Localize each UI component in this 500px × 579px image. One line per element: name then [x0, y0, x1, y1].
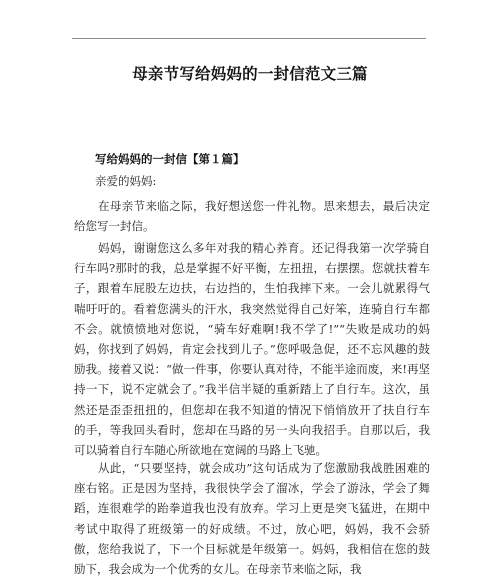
document-title: 母亲节写给妈妈的一封信范文三篇 [132, 64, 368, 83]
header-divider [72, 38, 426, 39]
paragraph-bicycle-story: 妈妈，谢谢您这么多年对我的精心养育。还记得我第一次学骑自行车吗?那时的我，总是掌握不好平衡，左扭扭，右摆摆。您就扶着车子，跟着车屁股左边扶，右边挡的，生怕我摔下来。一会儿就累得气喘吁吁的。看着您满头的汗水，我突然觉得自己好笨，连骑自行车都不会。就愤愤地对您说，“骑车好难啊!我不学了!”“失败是成功的妈妈，你找到了妈妈，肯定会找到儿子。”您呼吸急促，还不忘风趣的鼓励我。接着又说：“做一件事，你要认真对待，不能半途而废，来!再坚持一下，说不定就会了。”我半信半疑的重新踏上了自行车。这次，虽然还是歪歪扭扭的，但您却在我不知道的情况下悄悄放开了扶自行车的手，等我回头看时，您却在马路的另一头向我招手。自那以后，我可以骑着自行车随心所欲地在宽阔的马路上飞驰。 [74, 241, 430, 458]
section-heading: 写给妈妈的一封信【第１篇】 [95, 152, 245, 166]
letter-salutation: 亲爱的妈妈: [95, 174, 157, 188]
paragraph-intro: 在母亲节来临之际，我好想送您一件礼物。思来想去，最后决定给您写一封信。 [74, 199, 430, 234]
paragraph-perseverance: 从此，“只要坚持，就会成功”这句话成为了您激励我战胜困难的座右铭。正是因为坚持，我很快学会了溜冰，学会了游泳，学会了舞蹈，连很难学的跆拳道我也没有放弃。学习上更是突飞猛进，在期中考试中取得了班级第一的好成绩。不过，放心吧，妈妈，我不会骄傲，您给我说了，下一个目标就是年级第一。妈妈，我相信在您的鼓励下，我会成为一个优秀的女儿。在母亲节来临之际，我 [74, 461, 430, 577]
